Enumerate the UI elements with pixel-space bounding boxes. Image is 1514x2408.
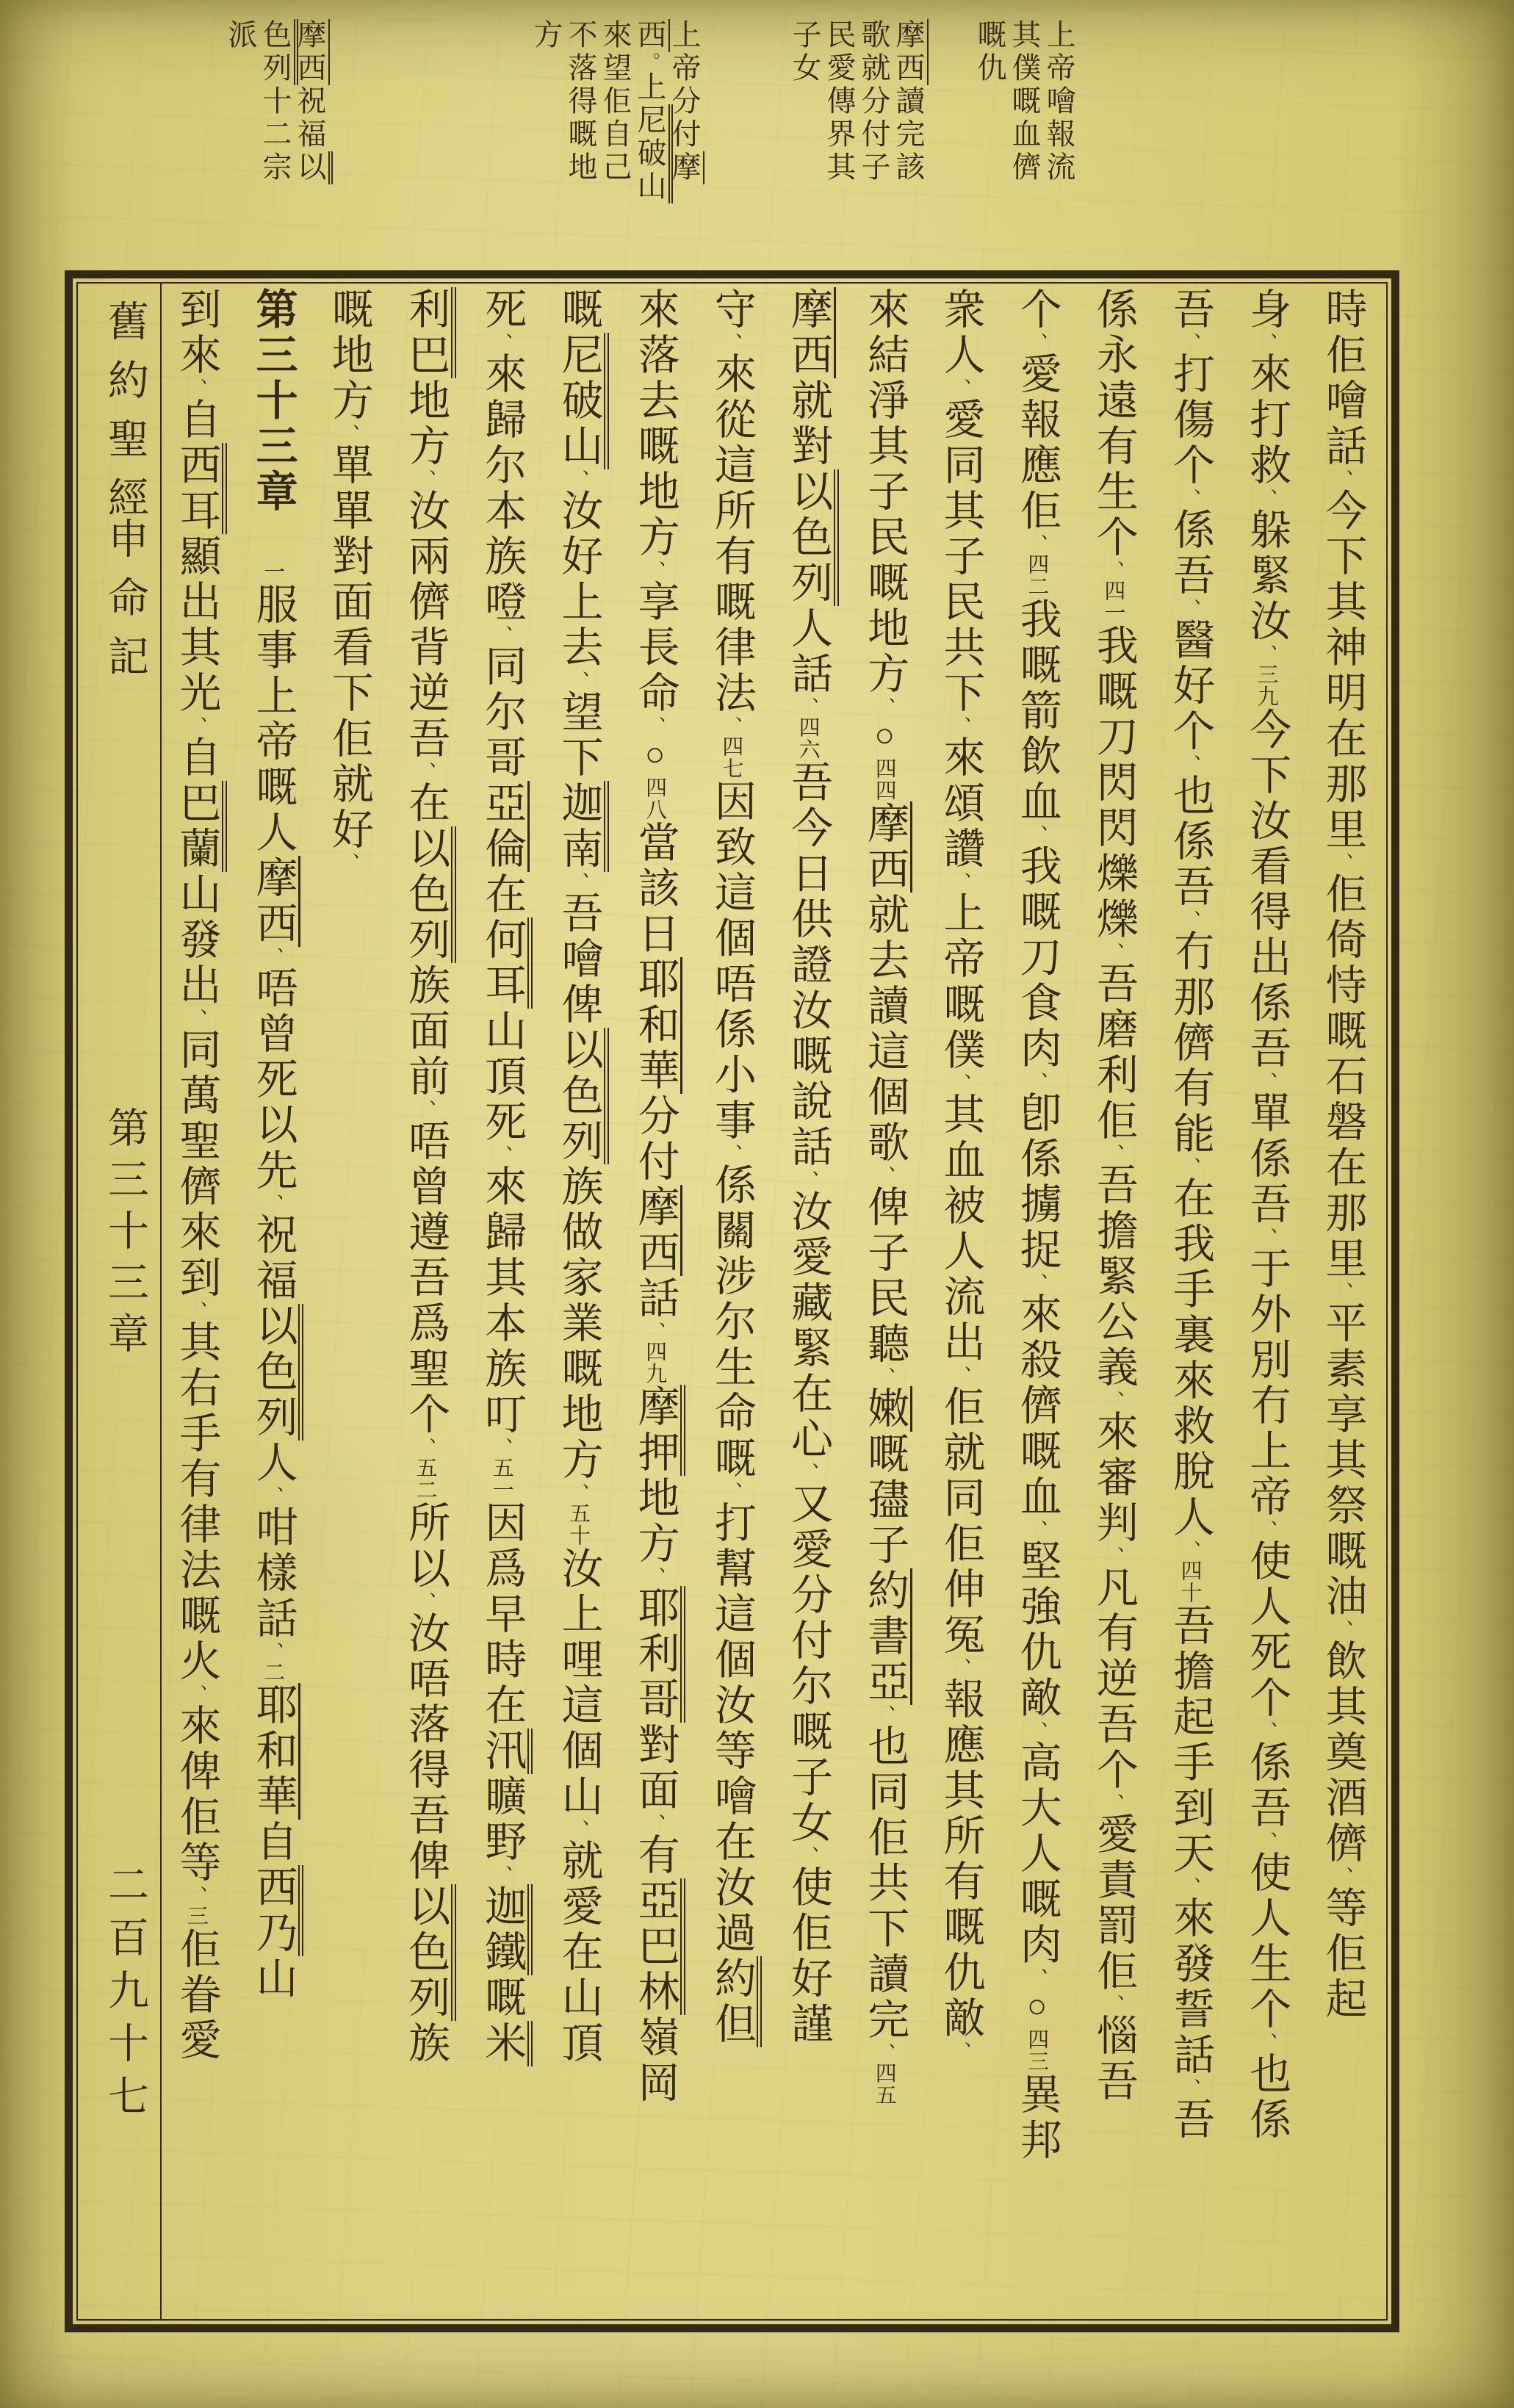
verse-number: 五十 <box>566 1502 590 1546</box>
text-run: 嘅地方、單單對面看下佢就好、 <box>325 287 372 872</box>
place-name: 米 <box>479 2021 533 2066</box>
punctuation: 、 <box>567 1483 589 1502</box>
page-number: 二百九十七 <box>102 1863 148 2127</box>
place-name: 尼破山 <box>633 104 673 203</box>
text-run: 山發出、同萬聖儕來到、其右手有律法嘅火、來俾佢等、 <box>173 872 220 1905</box>
text-run: 嘅 <box>478 1975 525 2021</box>
punctuation: 、 <box>567 1820 589 1839</box>
text-run: 在 <box>478 872 525 918</box>
text-run: 十二宗 <box>259 85 292 184</box>
punctuation: 、 <box>1103 1793 1125 1812</box>
text-column <box>923 287 998 2316</box>
place-name: 利巴 <box>403 287 456 378</box>
header-column <box>787 19 822 184</box>
text-run: 歌就分付子 <box>857 19 890 184</box>
punctuation: 、 <box>414 762 436 781</box>
verse-number: 三九 <box>1254 663 1278 707</box>
place-name: 汛 <box>479 1729 533 1774</box>
punctuation: 、 <box>949 872 971 891</box>
punctuation: 、 <box>644 716 666 735</box>
person-name: 摩西 <box>632 1185 682 1276</box>
punctuation: 、 <box>1179 754 1201 774</box>
place-name: 巴蘭 <box>173 781 227 872</box>
verse-number: 四四 <box>872 757 896 801</box>
text-column <box>846 287 923 2316</box>
punctuation: 、 <box>262 1194 284 1213</box>
verse-number: 四六 <box>796 716 820 760</box>
text-run: 來落去嘅地方、享長命、 <box>632 287 679 735</box>
header-column <box>822 19 857 184</box>
text-run: 嘅仇 <box>973 19 1006 85</box>
punctuation: 、 <box>949 1658 971 1677</box>
punctuation: 、 <box>1255 1228 1277 1247</box>
punctuation: 、 <box>949 2041 971 2061</box>
place-name: 何耳 <box>479 918 533 1009</box>
punctuation: 、 <box>1026 1520 1048 1539</box>
text-run: 民愛傳界其 <box>823 19 856 184</box>
punctuation: 、 <box>185 716 207 735</box>
punctuation: 、 <box>1026 1072 1048 1091</box>
punctuation: 、 <box>644 1322 666 1341</box>
punctuation: 、 <box>1026 333 1048 352</box>
summary-moses-blesses-tribes <box>223 19 327 184</box>
punctuation: 、 <box>1255 1072 1277 1091</box>
text-run: 地方、 <box>632 1476 679 1586</box>
person-name: 摩西 <box>293 19 330 85</box>
place-name: 約但 <box>708 1956 762 2047</box>
text-run: 因爲早時在 <box>478 1501 525 1729</box>
place-name: 以 <box>293 151 333 184</box>
text-run: 汝上哩這個山、就愛在山頂 <box>555 1546 602 2066</box>
text-run: 曠野、 <box>478 1774 525 1884</box>
text-column <box>769 287 846 2316</box>
section-separator-icon: ○ <box>1018 1987 1056 2028</box>
punctuation: 、 <box>1026 1273 1048 1292</box>
text-run: 派 <box>224 19 257 52</box>
punctuation: 、 <box>1332 469 1353 489</box>
punctuation: 、 <box>873 1367 895 1386</box>
punctuation: 、 <box>1026 825 1048 844</box>
text-run: 祝福 <box>293 85 326 151</box>
punctuation: 、 <box>185 1301 207 1320</box>
header-column <box>598 19 632 203</box>
chapter-heading: 第三十三章 <box>250 287 297 515</box>
text-run: 人、咁樣話、 <box>250 1441 297 1661</box>
punctuation: 、 <box>1255 1520 1277 1539</box>
person-name: 約書亞 <box>862 1568 912 1705</box>
text-run: 人話、 <box>785 606 832 716</box>
text-run: 族面前、唔曾遵吾爲聖个、 <box>402 963 449 1457</box>
text-run: 到來、自 <box>173 287 220 443</box>
punctuation: 、 <box>721 1144 743 1163</box>
person-name: 嫩 <box>862 1386 912 1432</box>
scripture-body <box>170 287 1380 2316</box>
punctuation: 、 <box>262 947 284 966</box>
punctuation: 、 <box>721 716 743 735</box>
punctuation: 、 <box>185 1886 207 1905</box>
verse-number: 四七 <box>719 735 743 779</box>
text-run: 今下汝看得出係吾、單係吾、于外別冇上帝、使人死个、係吾、使人生个、也係 <box>1243 707 1290 2143</box>
person-name: 摩西 <box>785 287 836 378</box>
text-run: 讀完該 <box>892 85 925 184</box>
punctuation: 、 <box>1026 534 1048 553</box>
punctuation: 、 <box>1103 942 1125 962</box>
text-run: 就對 <box>785 378 832 469</box>
verse-number: 一 <box>261 560 285 583</box>
text-column <box>1305 287 1380 2316</box>
header-column <box>632 19 667 203</box>
text-run: 吾、打傷个、係吾、醫好个、也係吾、冇那儕有能、在我手裏來救脫人、 <box>1167 287 1214 1560</box>
punctuation: 、 <box>1103 1144 1125 1163</box>
person-name: 摩 <box>668 151 704 184</box>
punctuation: 、 <box>1255 489 1277 508</box>
place-name: 耶利哥 <box>632 1586 685 1723</box>
text-run: 不落得嘅地 <box>564 19 597 184</box>
text-run: 顯出其光、自 <box>173 534 220 781</box>
punctuation: 、 <box>721 333 743 352</box>
punctuation: 、 <box>949 1073 971 1092</box>
text-run: 个、愛報應佢、 <box>1014 287 1061 553</box>
punctuation: 、 <box>644 1567 666 1586</box>
header-column <box>563 19 598 203</box>
punctuation: 、 <box>1332 1867 1353 1886</box>
text-run: 當該日 <box>632 821 679 957</box>
header-column <box>1007 19 1042 184</box>
text-run: 來望佢自己 <box>599 19 632 184</box>
section-name: 申命記 <box>102 517 148 693</box>
text-run: 對面、有 <box>632 1723 679 1878</box>
place-name: 以色列 <box>785 469 839 606</box>
punctuation: 、 <box>1255 644 1277 663</box>
text-column <box>234 287 311 2316</box>
text-column <box>311 287 386 2316</box>
page-frame <box>65 270 1399 2332</box>
summary-mount-nebo <box>529 19 702 203</box>
text-run: 族 <box>402 2021 449 2066</box>
punctuation: 、 <box>1179 599 1201 618</box>
text-run: 來結淨其子民嘅地方、 <box>861 287 908 716</box>
punctuation: 、 <box>873 2043 895 2062</box>
place-name: 以色列 <box>403 826 456 963</box>
text-run: 吾擔起手到天、來發誓話、吾 <box>1167 1604 1214 2143</box>
text-run: 吾今日供證汝嘅說話、汝愛藏緊在心、又愛分付尔嘅子女、使佢好謹 <box>785 760 832 2047</box>
text-column <box>1075 287 1151 2316</box>
punctuation: 、 <box>1179 489 1201 508</box>
punctuation: 、 <box>491 1865 513 1884</box>
punctuation: 、 <box>1255 333 1277 352</box>
text-run: 所以、汝唔落得吾俾 <box>402 1501 449 1884</box>
text-run: 守、來從這所有嘅律法、 <box>708 287 755 735</box>
place-name: 以色列 <box>403 1884 456 2021</box>
text-run: 時佢噲話、今下其神明在那里、佢倚恃嘅石磐在那里、平素享其祭嘅油、飲其奠酒儕、等佢起 <box>1319 287 1366 2022</box>
place-name: 迦鐵 <box>479 1884 533 1975</box>
punctuation: 、 <box>414 1592 436 1611</box>
text-column <box>386 287 463 2316</box>
text-run: 身、來打救、躲緊汝、 <box>1243 287 1290 663</box>
text-column <box>1151 287 1228 2316</box>
text-run: 山 <box>250 1956 297 2002</box>
punctuation: 、 <box>949 716 971 735</box>
punctuation: 、 <box>1332 1620 1353 1639</box>
punctuation: 、 <box>338 853 360 872</box>
punctuation: 、 <box>185 1684 207 1704</box>
text-column <box>693 287 769 2316</box>
verse-number: 四三 <box>1025 2028 1049 2072</box>
punctuation: 、 <box>567 469 589 489</box>
text-run: 係永遠有生个、 <box>1090 287 1137 580</box>
punctuation: 、 <box>1179 910 1201 929</box>
text-run: 就去讀這個歌、俾子民聽、 <box>861 893 908 1386</box>
punctuation: 、 <box>1103 1391 1125 1410</box>
punctuation: 、 <box>1103 560 1125 580</box>
punctuation: 、 <box>644 560 666 580</box>
punctuation: 、 <box>721 1482 743 1501</box>
person-name: 摩西 <box>250 856 300 947</box>
text-column <box>616 287 693 2316</box>
punctuation: 、 <box>185 1009 207 1028</box>
person-name: 西 <box>633 19 670 52</box>
punctuation: 、 <box>949 1366 971 1385</box>
punctuation: 、 <box>338 424 360 443</box>
text-run: 分付 <box>632 1094 679 1185</box>
place-name: 摩押 <box>632 1385 685 1476</box>
punctuation: 、 <box>797 1170 819 1189</box>
punctuation: 、 <box>873 1705 895 1724</box>
person-name: 亞倫 <box>479 781 530 872</box>
verse-number: 四十 <box>1178 1560 1202 1604</box>
punctuation: 、 <box>1103 1546 1125 1565</box>
header-column <box>857 19 891 184</box>
place-name: 以色列 <box>250 1304 303 1441</box>
verse-number: 四一 <box>1101 580 1125 624</box>
punctuation: 、 <box>1179 1877 1201 1896</box>
person-name: 摩西 <box>892 19 929 85</box>
punctuation: 、 <box>797 1463 819 1482</box>
punctuation: 、 <box>185 378 207 397</box>
text-run: 地方、汝兩儕背逆吾、在 <box>402 378 449 826</box>
text-run: 。上 <box>633 52 666 104</box>
text-run: 死、來歸尔本族噔、同尔哥 <box>478 287 525 781</box>
text-run: 嘅 <box>555 287 602 333</box>
punctuation: 、 <box>873 697 895 716</box>
punctuation: 、 <box>414 1438 436 1457</box>
punctuation: 、 <box>1179 2078 1201 2097</box>
punctuation: 、 <box>1255 1721 1277 1740</box>
punctuation: 、 <box>491 333 513 352</box>
punctuation: 、 <box>1332 1282 1353 1301</box>
text-run: 我嘅刀閃閃爍爍、吾磨利佢、吾擔緊公義、來審判、凡有逆吾个、愛責罰佢、惱吾 <box>1090 624 1137 2105</box>
punctuation: 、 <box>491 1438 513 1457</box>
heading-gap <box>270 515 275 560</box>
punctuation: 、 <box>1255 1831 1277 1850</box>
text-run: 、吾噲俾 <box>555 872 602 1028</box>
text-run: 方 <box>530 19 563 52</box>
place-name: 亞巴林 <box>632 1878 685 2015</box>
text-column <box>540 287 616 2316</box>
text-column <box>998 287 1075 2316</box>
punctuation: 、 <box>1026 1721 1048 1740</box>
punctuation: 、 <box>949 378 971 397</box>
text-run: 佢眷愛 <box>173 1927 220 2063</box>
punctuation: 、 <box>873 1166 895 1185</box>
verse-number: 四二 <box>1025 553 1049 597</box>
punctuation: 、 <box>1179 1540 1201 1560</box>
punctuation: 、 <box>491 625 513 644</box>
verse-number: 三 <box>184 1905 208 1927</box>
punctuation: 、 <box>1255 2033 1277 2052</box>
text-run: 嶺岡 <box>632 2015 679 2106</box>
punctuation: 、 <box>1179 333 1201 352</box>
text-run: 服事上帝嘅人 <box>250 583 297 856</box>
text-run: 子女 <box>788 19 821 85</box>
punctuation: 、 <box>797 1846 819 1865</box>
summary-song-finished <box>787 19 926 184</box>
text-run: 衆人、愛同其子民共下、來頌讚、上帝嘅僕、其血被人流出、佢就同佢伸冤、報應其所有嘅仇敵、 <box>937 287 984 2061</box>
place-name: 西乃 <box>250 1865 303 1956</box>
margin-title-strip <box>78 284 162 2319</box>
text-run: 話、 <box>632 1276 679 1341</box>
text-run: 嘅孻子 <box>861 1432 908 1568</box>
punctuation: 、 <box>262 1642 284 1661</box>
text-run: 因致這個唔係小事、係關涉尔生命嘅、打幫這個汝等噲在汝過 <box>708 779 755 1956</box>
header-annotations <box>0 19 1514 265</box>
punctuation: 、 <box>414 1100 436 1119</box>
place-name: 以色列 <box>555 1028 609 1164</box>
punctuation: 、 <box>1103 1994 1125 2014</box>
summary-blood-avenged <box>973 19 1076 184</box>
punctuation: 、 <box>1026 1968 1048 1987</box>
place-name: 西耳 <box>173 443 227 534</box>
punctuation: 、 <box>797 697 819 716</box>
punctuation: 、 <box>262 1486 284 1505</box>
section-separator-icon: ○ <box>865 716 904 757</box>
person-name: 摩西 <box>862 801 912 893</box>
verse-number: 五一 <box>489 1457 513 1501</box>
book-title: 舊約聖經 <box>102 300 148 535</box>
punctuation: 、 <box>567 872 589 891</box>
text-run: 我嘅箭飲血、我嘅刀食肉、卽係擄捉、來殺儕嘅血、堅強仇敵、高大人嘅肉、 <box>1014 597 1061 1987</box>
verse-number: 二 <box>261 1661 285 1683</box>
punctuation: 、 <box>567 671 589 690</box>
text-column <box>1228 287 1305 2316</box>
text-run: 、也同佢共下讀完、 <box>861 1705 908 2062</box>
punctuation: 、 <box>644 1814 666 1833</box>
header-column <box>529 19 563 203</box>
text-run: 族做家業嘅地方、 <box>555 1164 602 1502</box>
text-column <box>464 287 540 2316</box>
punctuation: 、 <box>414 469 436 489</box>
text-run: 自 <box>250 1820 297 1865</box>
place-name: 迦南 <box>555 781 609 872</box>
punctuation: 、 <box>1332 853 1353 872</box>
header-column <box>891 19 926 184</box>
header-column <box>258 19 292 184</box>
header-column <box>1042 19 1076 184</box>
header-column <box>223 19 258 184</box>
text-run: 上帝分付 <box>668 19 701 151</box>
verse-number: 五二 <box>413 1457 437 1501</box>
punctuation: 、 <box>1179 1157 1201 1176</box>
text-run: 異邦 <box>1014 2072 1061 2163</box>
text-run: 上帝噲報流 <box>1042 19 1075 184</box>
verse-number: 四八 <box>643 776 667 821</box>
punctuation: 。 <box>639 52 660 71</box>
place-name: 尼破山 <box>555 333 609 469</box>
section-separator-icon: ○ <box>636 735 674 776</box>
text-run: 山頂死、來歸其本族叮、 <box>478 1009 525 1457</box>
verse-number: 四五 <box>872 2062 896 2106</box>
text-column <box>158 287 234 2316</box>
verse-number: 四九 <box>643 1341 667 1385</box>
punctuation: 、 <box>491 1145 513 1164</box>
place-name: 色列 <box>259 19 298 85</box>
person-name: 耶和華 <box>632 957 682 1094</box>
header-column <box>973 19 1007 184</box>
person-name: 耶和華 <box>250 1683 300 1820</box>
text-run: 其僕嘅血儕 <box>1008 19 1041 184</box>
text-run: 、汝好上去、望下 <box>555 469 602 781</box>
text-run: 、唔曾死以先、祝福 <box>250 947 297 1304</box>
chapter-label: 第三十三章 <box>102 1106 148 1363</box>
